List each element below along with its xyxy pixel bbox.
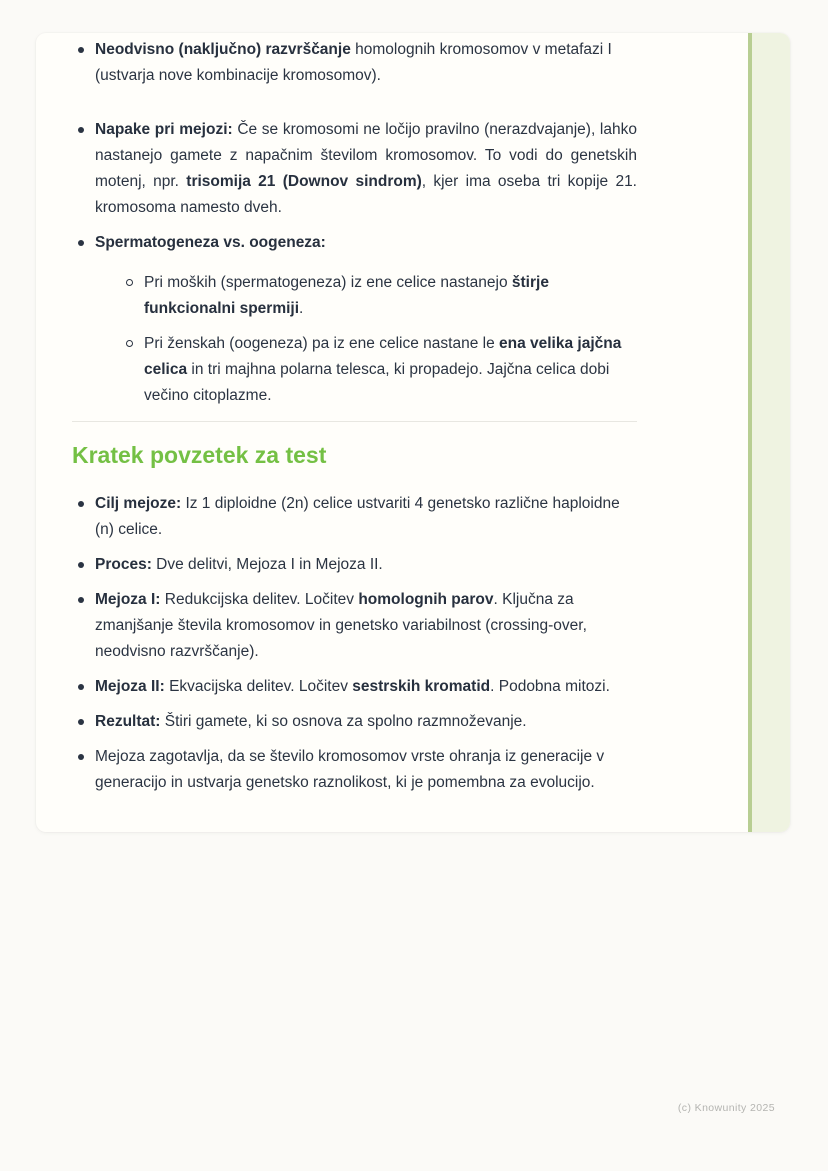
- text-run: Dve delitvi, Mejoza I in Mejoza II.: [151, 556, 383, 573]
- section-divider: [72, 421, 637, 422]
- text-run: Redukcijska delitev. Ločitev: [160, 591, 359, 608]
- bullet-item-mejoza-2: [72, 674, 637, 700]
- list-continued: [72, 37, 637, 89]
- list-nested: [95, 270, 637, 409]
- sub-bullet-item-zenske: [95, 331, 637, 409]
- disc-bullet-icon: [78, 501, 84, 507]
- bullet-item-proces: [72, 552, 637, 578]
- bold-run: sestrskih kromatid: [352, 678, 491, 695]
- text-run: Mejoza zagotavlja, da se število kromosomov vrste ohranja iz generacije v generacijo in ustvarja genetsko raznolikost, ki je pomembna za evolucijo.: [95, 748, 605, 791]
- bullet-item-zagotavlja: [72, 744, 637, 796]
- text-run: in tri majhna polarna telesca, ki propadejo. Jajčna celica dobi večino citoplazme.: [144, 361, 610, 404]
- disc-bullet-icon: [78, 47, 84, 53]
- bullet-item-spermatogeneza-vs-oogeneza: [72, 230, 637, 409]
- list-main: [72, 117, 637, 409]
- text-run: homolognih kromosomov v metafazi I (ustvarja nove kombinacije kromosomov).: [95, 41, 612, 84]
- bold-run: Neodvisno (naključno) razvrščanje: [95, 41, 351, 58]
- text-run: . Podobna mitozi.: [490, 678, 610, 695]
- text-run: Če se kromosomi ne ločijo pravilno (nerazdvajanje), lahko nastanejo gamete z napačnim številom kromosomov. To vodi do genetskih motenj, npr.: [95, 121, 637, 190]
- bold-run: Proces:: [95, 556, 152, 573]
- disc-bullet-icon: [78, 684, 84, 690]
- bullet-item-neodvisno: [72, 37, 637, 89]
- list-summary: [72, 491, 637, 796]
- content-card: [36, 33, 790, 832]
- document-content: [72, 33, 637, 796]
- sub-bullet-item-moski: [95, 270, 637, 322]
- text-run: Pri ženskah (oogeneza) pa iz ene celice nastane le: [144, 335, 499, 352]
- bold-run: Cilj mejoze:: [95, 495, 182, 512]
- disc-bullet-icon: [78, 719, 84, 725]
- bold-run: homolognih parov: [358, 591, 494, 608]
- bullet-item-cilj: [72, 491, 637, 543]
- text-run: Pri moških (spermatogeneza) iz ene celice nastanejo: [144, 274, 512, 291]
- green-accent-strip: [748, 33, 790, 832]
- bold-run: Napake pri mejozi:: [95, 121, 233, 138]
- disc-bullet-icon: [78, 240, 84, 246]
- bullet-item-mejoza-1: [72, 587, 637, 665]
- bold-run: Rezultat:: [95, 713, 161, 730]
- circle-bullet-icon: [126, 279, 133, 286]
- text-run: .: [299, 300, 304, 317]
- disc-bullet-icon: [78, 597, 84, 603]
- bullet-item-napake: [72, 117, 637, 221]
- text-run: Štiri gamete, ki so osnova za spolno razmnoževanje.: [160, 713, 527, 730]
- disc-bullet-icon: [78, 754, 84, 760]
- text-run: Iz 1 diploidne (2n) celice ustvariti 4 genetsko različne haploidne (n) celice.: [95, 495, 620, 538]
- disc-bullet-icon: [78, 562, 84, 568]
- bold-run: trisomija 21 (Downov sindrom): [186, 173, 422, 190]
- circle-bullet-icon: [126, 340, 133, 347]
- disc-bullet-icon: [78, 127, 84, 133]
- section-heading: Kratek povzetek za test: [72, 442, 327, 468]
- bold-run: ena velika jajčna celica: [144, 335, 622, 378]
- bold-run: štirje funkcionalni spermiji: [144, 274, 549, 317]
- bullet-item-rezultat: [72, 709, 637, 735]
- text-run: , kjer ima oseba tri kopije 21. kromosoma namesto dveh.: [95, 173, 637, 216]
- copyright-text: (c) Knowunity 2025: [677, 1102, 775, 1114]
- bold-run: Mejoza I:: [95, 591, 161, 608]
- bold-run: Spermatogeneza vs. oogeneza:: [95, 234, 326, 251]
- bold-run: Mejoza II:: [95, 678, 165, 695]
- text-run: . Ključna za zmanjšanje števila kromosomov in genetsko variabilnost (crossing-over, neodvisno razvrščanje).: [95, 591, 587, 660]
- text-run: Ekvacijska delitev. Ločitev: [164, 678, 353, 695]
